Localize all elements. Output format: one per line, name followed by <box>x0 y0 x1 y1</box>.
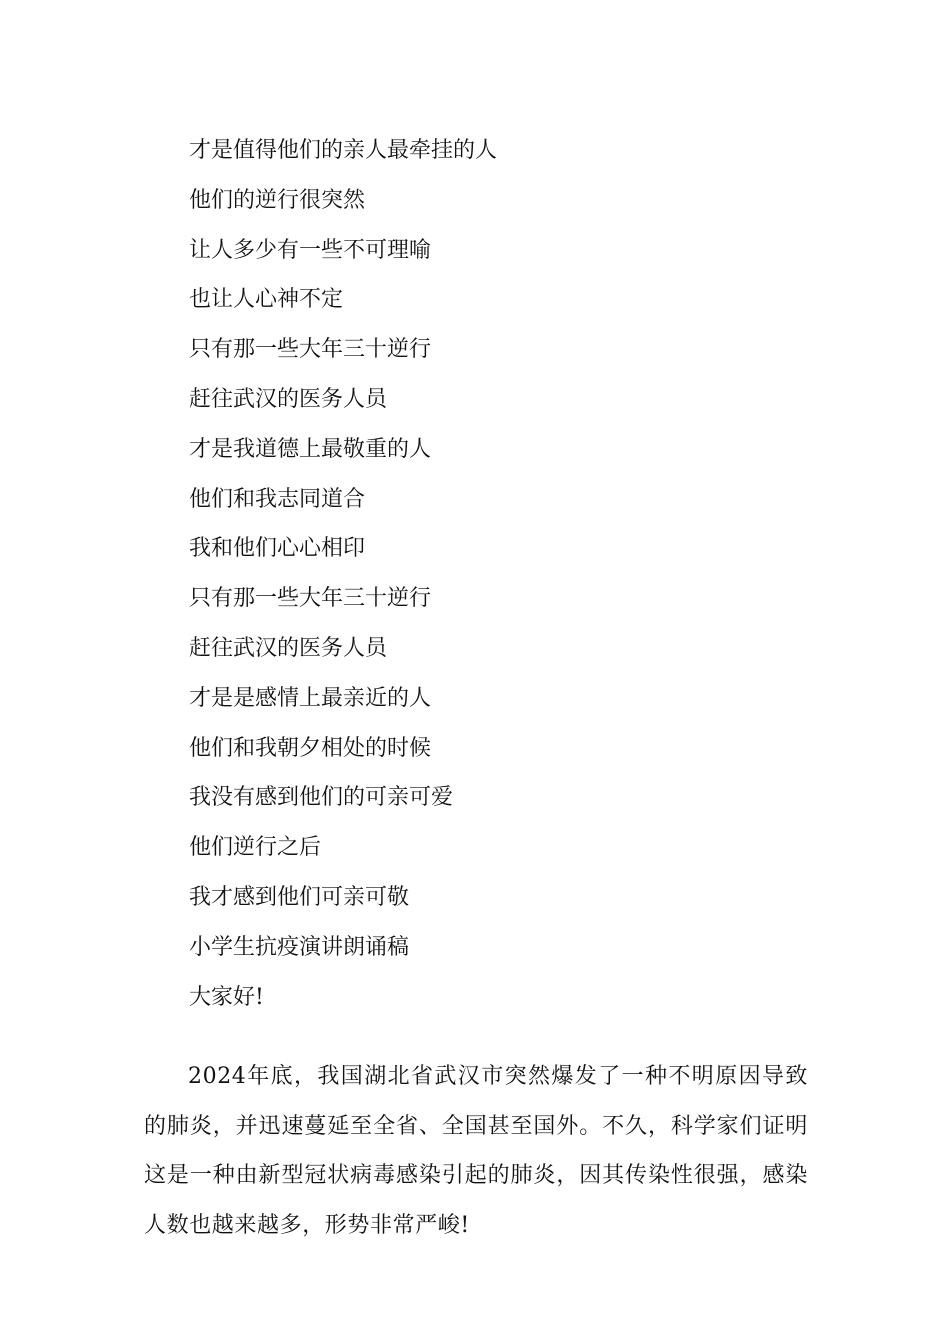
poem-line: 他们逆行之后 <box>189 835 322 861</box>
poem-line: 才是值得他们的亲人最牵挂的人 <box>189 138 498 163</box>
poem-line: 只有那一些大年三十逆行 <box>189 337 432 363</box>
poem-block <box>189 133 829 1029</box>
poem-line: 只有那一些大年三十逆行 <box>189 586 432 612</box>
speech-title: 小学生抗疫演讲朗诵稿 <box>189 934 410 960</box>
poem-line: 我没有感到他们的可亲可爱 <box>189 785 454 811</box>
poem-line: 也让人心神不定 <box>189 287 344 313</box>
poem-line: 赶往武汉的医务人员 <box>189 635 388 661</box>
poem-line: 赶往武汉的医务人员 <box>189 386 388 412</box>
poem-line: 他们的逆行很突然 <box>189 187 366 213</box>
poem-line: 他们和我朝夕相处的时候 <box>189 735 432 761</box>
speech-greeting: 大家好! <box>189 984 264 1010</box>
poem-line: 我和他们心心相印 <box>189 536 366 562</box>
poem-line: 他们和我志同道合 <box>189 486 366 512</box>
poem-line: 才是我道德上最敬重的人 <box>189 436 432 462</box>
body-paragraph: 2024年底，我国湖北省武汉市突然爆发了一种不明原因导致的肺炎，并迅速蔓延至全省、全国甚至国外。不久，科学家们证明这是一种由新型冠状病毒感染引起的肺炎，因其传染性很强，感染人数也越来越多，形势非常严峻! <box>144 1064 808 1238</box>
poem-line: 让人多少有一些不可理喻 <box>189 237 432 263</box>
poem-line: 我才感到他们可亲可敬 <box>189 884 410 910</box>
poem-line: 才是是感情上最亲近的人 <box>189 685 432 711</box>
